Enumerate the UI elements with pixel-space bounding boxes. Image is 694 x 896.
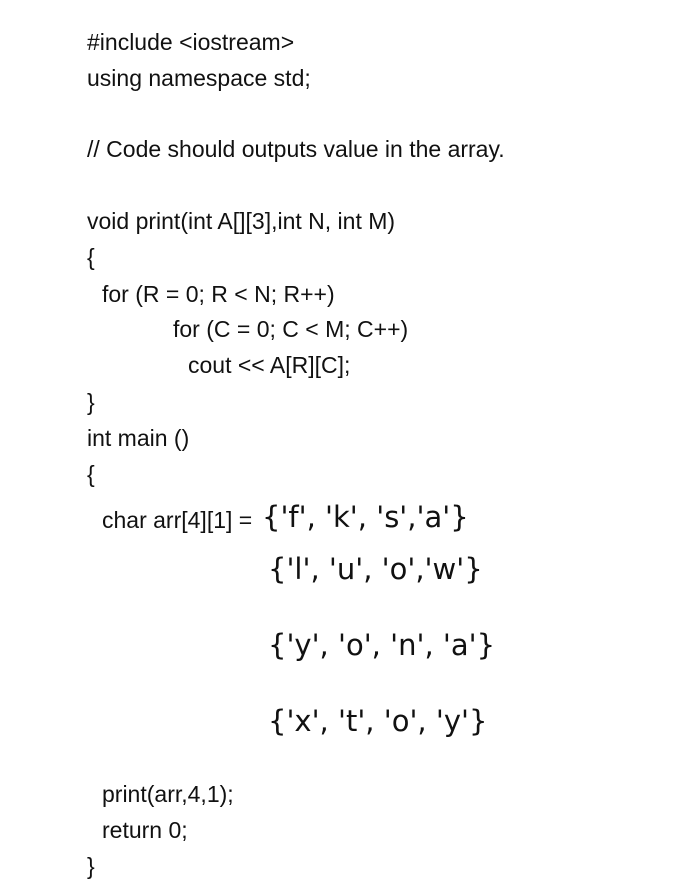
using-namespace-line: using namespace std; (87, 65, 311, 91)
main-open-brace: { (87, 461, 95, 487)
array-row-2: {'l', 'u', 'o','w'} (268, 552, 483, 586)
outer-for-loop-line: for (R = 0; R < N; R++) (102, 281, 335, 307)
comment-line: // Code should outputs value in the array. (87, 136, 505, 162)
array-row-1: {'f', 'k', 's','a'} (262, 500, 469, 534)
function-close-brace: } (87, 389, 95, 415)
array-row-3: {'y', 'o', 'n', 'a'} (268, 628, 496, 662)
main-signature-line: int main () (87, 425, 190, 451)
inner-for-loop-line: for (C = 0; C < M; C++) (173, 316, 409, 342)
include-line: #include <iostream> (87, 29, 295, 55)
function-open-brace: { (87, 244, 95, 270)
main-close-brace: } (87, 853, 95, 879)
function-signature-line: void print(int A[][3],int N, int M) (87, 208, 396, 234)
print-call-line: print(arr,4,1); (102, 781, 234, 807)
cout-line: cout << A[R][C]; (188, 352, 351, 378)
array-row-4: {'x', 't', 'o', 'y'} (268, 704, 488, 738)
return-line: return 0; (102, 817, 188, 843)
array-declaration-line: char arr[4][1] = (102, 507, 253, 533)
